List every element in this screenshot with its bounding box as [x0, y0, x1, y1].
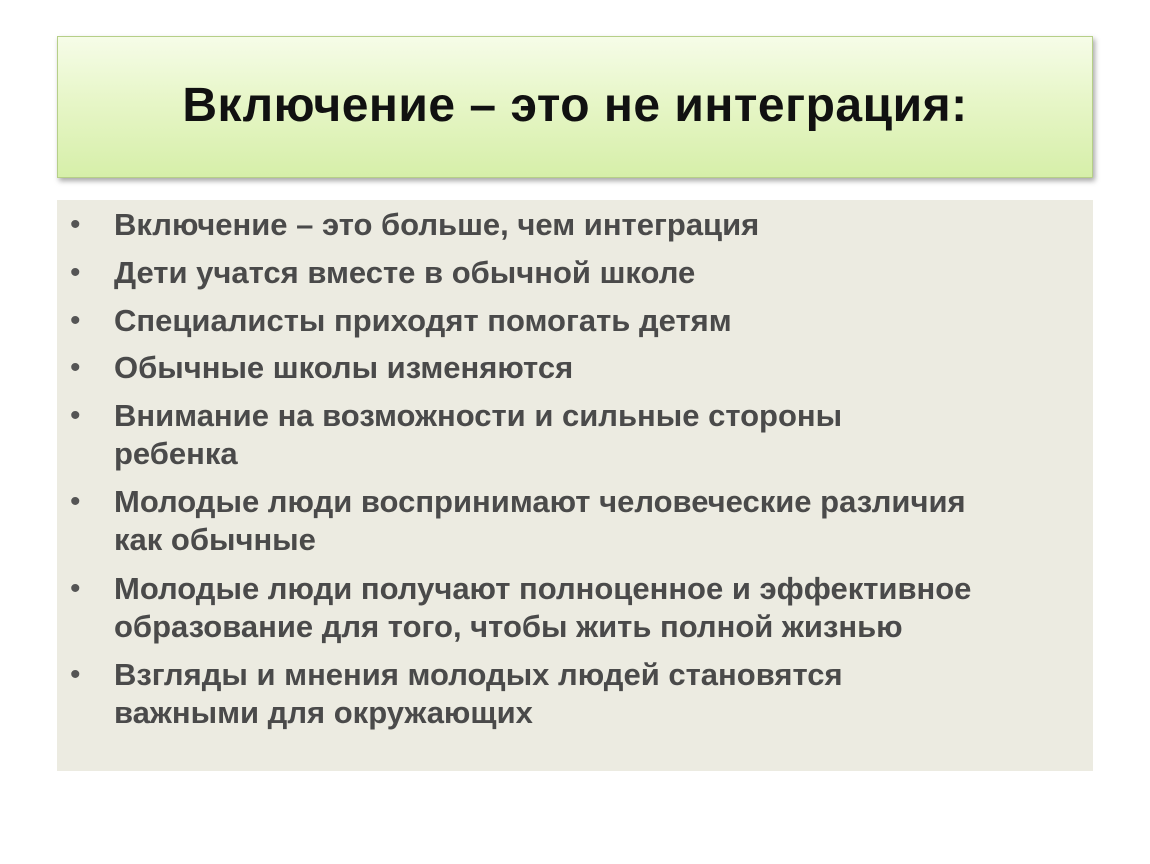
bullet-dot-icon: • [70, 208, 81, 241]
bullet-dot-icon: • [70, 304, 81, 337]
slide-content-box [57, 200, 1093, 771]
bullet-dot-icon: • [70, 658, 81, 691]
bullet-text: Обычные школы изменяются [114, 350, 574, 385]
bullet-text: Специалисты приходят помогать детям [114, 303, 732, 338]
bullet-dot-icon: • [70, 485, 81, 518]
bullet-text: Молодые люди получают полноценное и эффективное образование для того, чтобы жить полной жизнью [114, 571, 972, 644]
bullet-dot-icon: • [70, 399, 81, 432]
bullet-text: Внимание на возможности и сильные стороны ребенка [114, 398, 843, 471]
bullet-text: Взгляды и мнения молодых людей становятся важными для окружающих [114, 657, 843, 730]
bullet-text: Включение – это больше, чем интеграция [114, 207, 760, 242]
slide-title: Включение – это не интеграция: [182, 78, 968, 132]
bullet-dot-icon: • [70, 351, 81, 384]
bullet-text: Дети учатся вместе в обычной школе [114, 255, 696, 290]
slide-title-box [57, 36, 1093, 178]
bullet-text: Молодые люди воспринимают человеческие различия как обычные [114, 484, 966, 557]
bullet-dot-icon: • [70, 256, 81, 289]
bullet-dot-icon: • [70, 572, 81, 605]
